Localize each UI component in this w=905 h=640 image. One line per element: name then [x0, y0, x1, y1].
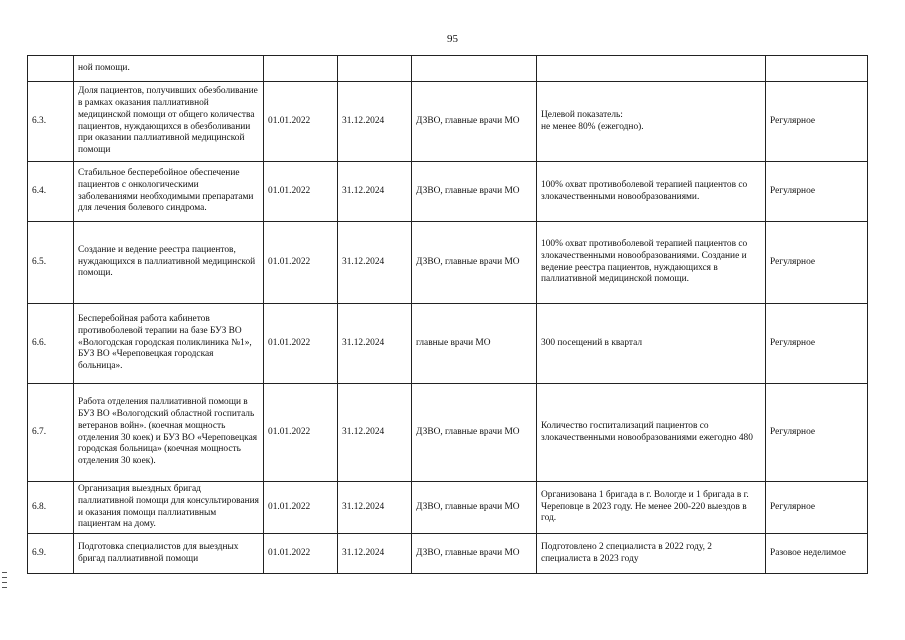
- executor: ДЗВО, главные врачи МО: [412, 384, 537, 482]
- row-number: [28, 56, 74, 82]
- task-type: Регулярное: [766, 82, 868, 162]
- executor: ДЗВО, главные врачи МО: [412, 534, 537, 574]
- task-cell: Работа отделения паллиативной помощи в БУЗ ВО «Вологодский областной госпиталь ветеранов войн». (коечная мощность отделения 30 коек) и БУЗ ВО «Череповецкая городская больница» (коечная мощность отделения 30 коек).: [74, 384, 264, 482]
- end-date: 31.12.2024: [338, 304, 412, 384]
- task-cell: Организация выездных бригад паллиативной помощи для консультирования и оказания помощи паллиативным пациентам на дому.: [74, 482, 264, 534]
- result-cell: Количество госпитализаций пациентов со злокачественными новообразованиями ежегодно 480: [537, 384, 766, 482]
- task-cell: Подготовка специалистов для выездных бригад паллиативной помощи: [74, 534, 264, 574]
- table-row: [28, 162, 868, 222]
- task-type: Регулярное: [766, 304, 868, 384]
- table-row: [28, 56, 868, 82]
- row-number: 6.6.: [28, 304, 74, 384]
- result-cell: 100% охват противоболевой терапией пациентов со злокачественными новообразованиями. Создание и ведение реестра пациентов, нуждающихся в паллиативной медицинской помощи.: [537, 222, 766, 304]
- table-row: [28, 384, 868, 482]
- task-cell: Доля пациентов, получивших обезболивание в рамках оказания паллиативной медицинской помощи от общего количества пациентов, нуждающихся в обезболивании при оказании паллиативной медицинской помощи: [74, 82, 264, 162]
- page-number: 95: [447, 33, 458, 45]
- table-row: [28, 482, 868, 534]
- end-date: 31.12.2024: [338, 82, 412, 162]
- task-type: Разовое неделимое: [766, 534, 868, 574]
- start-date: 01.01.2022: [264, 222, 338, 304]
- task-type: [766, 56, 868, 82]
- end-date: 31.12.2024: [338, 162, 412, 222]
- start-date: 01.01.2022: [264, 162, 338, 222]
- margin-marks: [2, 572, 8, 592]
- executor: ДЗВО, главные врачи МО: [412, 82, 537, 162]
- row-number: 6.5.: [28, 222, 74, 304]
- table-row: [28, 82, 868, 162]
- row-number: 6.7.: [28, 384, 74, 482]
- start-date: 01.01.2022: [264, 82, 338, 162]
- row-number: 6.4.: [28, 162, 74, 222]
- result-cell: Целевой показатель: не менее 80% (ежегодно).: [537, 82, 766, 162]
- task-cell: Создание и ведение реестра пациентов, нуждающихся в паллиативной медицинской помощи.: [74, 222, 264, 304]
- end-date: 31.12.2024: [338, 482, 412, 534]
- start-date: 01.01.2022: [264, 482, 338, 534]
- measures-table: [27, 55, 868, 574]
- result-cell: [537, 56, 766, 82]
- start-date: 01.01.2022: [264, 384, 338, 482]
- task-type: Регулярное: [766, 384, 868, 482]
- table-row: [28, 304, 868, 384]
- start-date: 01.01.2022: [264, 534, 338, 574]
- row-number: 6.3.: [28, 82, 74, 162]
- task-cell: Стабильное бесперебойное обеспечение пациентов с онкологическими заболеваниями необходимыми препаратами для лечения болевого синдрома.: [74, 162, 264, 222]
- result-cell: 100% охват противоболевой терапией пациентов со злокачественными новообразованиями.: [537, 162, 766, 222]
- start-date: 01.01.2022: [264, 304, 338, 384]
- task-cell: ной помощи.: [74, 56, 264, 82]
- result-cell: 300 посещений в квартал: [537, 304, 766, 384]
- task-type: Регулярное: [766, 162, 868, 222]
- row-number: 6.9.: [28, 534, 74, 574]
- executor: [412, 56, 537, 82]
- table-row: [28, 534, 868, 574]
- executor: ДЗВО, главные врачи МО: [412, 222, 537, 304]
- start-date: [264, 56, 338, 82]
- result-cell: Организована 1 бригада в г. Вологде и 1 бригада в г. Череповце в 2023 году. Не менее 200-220 выездов в год.: [537, 482, 766, 534]
- end-date: [338, 56, 412, 82]
- executor: главные врачи МО: [412, 304, 537, 384]
- task-type: Регулярное: [766, 482, 868, 534]
- result-cell: Подготовлено 2 специалиста в 2022 году, 2 специалиста в 2023 году: [537, 534, 766, 574]
- end-date: 31.12.2024: [338, 534, 412, 574]
- task-cell: Бесперебойная работа кабинетов противоболевой терапии на базе БУЗ ВО «Вологодская городская поликлиника №1», БУЗ ВО «Череповецкая городская больница».: [74, 304, 264, 384]
- end-date: 31.12.2024: [338, 384, 412, 482]
- executor: ДЗВО, главные врачи МО: [412, 482, 537, 534]
- executor: ДЗВО, главные врачи МО: [412, 162, 537, 222]
- end-date: 31.12.2024: [338, 222, 412, 304]
- table-row: [28, 222, 868, 304]
- task-type: Регулярное: [766, 222, 868, 304]
- row-number: 6.8.: [28, 482, 74, 534]
